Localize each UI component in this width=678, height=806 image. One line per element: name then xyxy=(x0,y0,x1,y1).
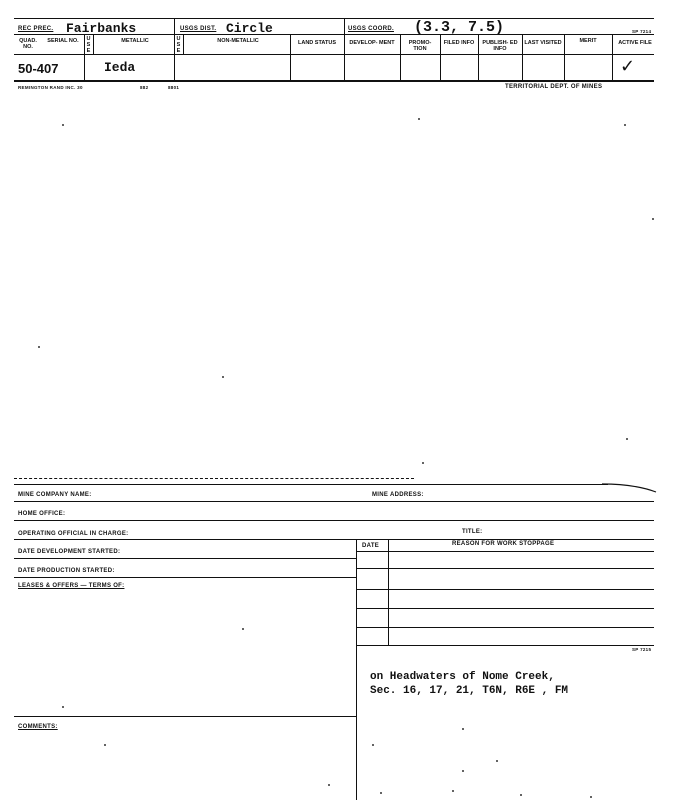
col-serial-no: SERIAL NO. xyxy=(47,38,79,44)
speck xyxy=(328,784,330,786)
speck xyxy=(462,728,464,730)
col-use-nonmetallic: U S E xyxy=(176,36,181,54)
speck xyxy=(242,628,244,630)
speck xyxy=(38,346,40,348)
col-use-metallic: U S E xyxy=(86,36,91,54)
col-non-metallic: NON-METALLIC xyxy=(217,38,259,44)
agency-name: TERRITORIAL DEPT. OF MINES xyxy=(505,84,603,90)
speck xyxy=(520,794,522,796)
col-quad-no: QUAD. NO. xyxy=(19,38,37,50)
speck xyxy=(590,796,592,798)
speck xyxy=(652,218,654,220)
col-development: DEVELOP- MENT xyxy=(349,40,395,46)
stoppage-date-header: DATE xyxy=(362,543,380,549)
torn-edge xyxy=(600,476,660,496)
speck xyxy=(62,706,64,708)
col-active-file: ACTIVE FILE xyxy=(618,40,652,46)
speck xyxy=(380,792,382,794)
col-published-info: PUBLISH- ED INFO xyxy=(482,40,518,52)
form-code-b: 8801 xyxy=(168,85,180,90)
operating-official-label: OPERATING OFFICIAL IN CHARGE: xyxy=(18,531,129,537)
col-land-status: LAND STATUS xyxy=(298,40,336,46)
quad-serial-value: 50-407 xyxy=(18,61,59,76)
col-promotion: PROMO- TION xyxy=(408,40,432,52)
speck xyxy=(62,124,64,126)
speck xyxy=(452,790,454,792)
speck xyxy=(496,760,498,762)
date-production-label: DATE PRODUCTION STARTED: xyxy=(18,568,115,574)
col-metallic: METALLIC xyxy=(121,38,149,44)
speck xyxy=(372,744,374,746)
speck xyxy=(222,376,224,378)
form-number: SP 7214 xyxy=(632,29,652,34)
location-line-1: on Headwaters of Nome Creek, xyxy=(370,671,555,683)
form-number-2: SP 7215 xyxy=(632,647,652,652)
title-label: TITLE: xyxy=(462,529,483,535)
usgs-coord-value: (3.3, 7.5) xyxy=(414,19,505,36)
col-filed-info: FILED INFO xyxy=(443,40,475,46)
leases-offers-label: LEASES & OFFERS — TERMS OF: xyxy=(18,583,125,589)
date-development-label: DATE DEVELOPMENT STARTED: xyxy=(18,549,121,555)
metallic-value: Ieda xyxy=(104,60,136,75)
col-merit: MERIT xyxy=(579,38,597,44)
active-file-mark: ✓ xyxy=(620,56,636,77)
rec-prec-value: Fairbanks xyxy=(66,21,137,36)
comments-label: COMMENTS: xyxy=(18,724,58,730)
speck xyxy=(626,438,628,440)
speck xyxy=(418,118,420,120)
usgs-dist-label: USGS DIST. xyxy=(180,26,217,32)
speck xyxy=(624,124,626,126)
speck xyxy=(104,744,106,746)
usgs-coord-label: USGS COORD. xyxy=(348,26,394,32)
printer-credit: REMINGTON RAND INC. 30 xyxy=(18,85,83,90)
mine-company-name-label: MINE COMPANY NAME: xyxy=(18,492,92,498)
speck xyxy=(462,770,464,772)
mine-address-label: MINE ADDRESS: xyxy=(372,492,424,498)
rec-prec-label: REC PREC. xyxy=(18,26,54,32)
top-rule xyxy=(14,18,654,19)
stoppage-reason-header: REASON FOR WORK STOPPAGE xyxy=(452,541,555,547)
home-office-label: HOME OFFICE: xyxy=(18,511,66,517)
form-code-a: 882 xyxy=(140,85,149,90)
usgs-dist-value: Circle xyxy=(226,21,273,36)
speck xyxy=(422,462,424,464)
location-line-2: Sec. 16, 17, 21, T6N, R6E , FM xyxy=(370,685,569,697)
col-last-visited: LAST VISITED xyxy=(524,40,562,46)
